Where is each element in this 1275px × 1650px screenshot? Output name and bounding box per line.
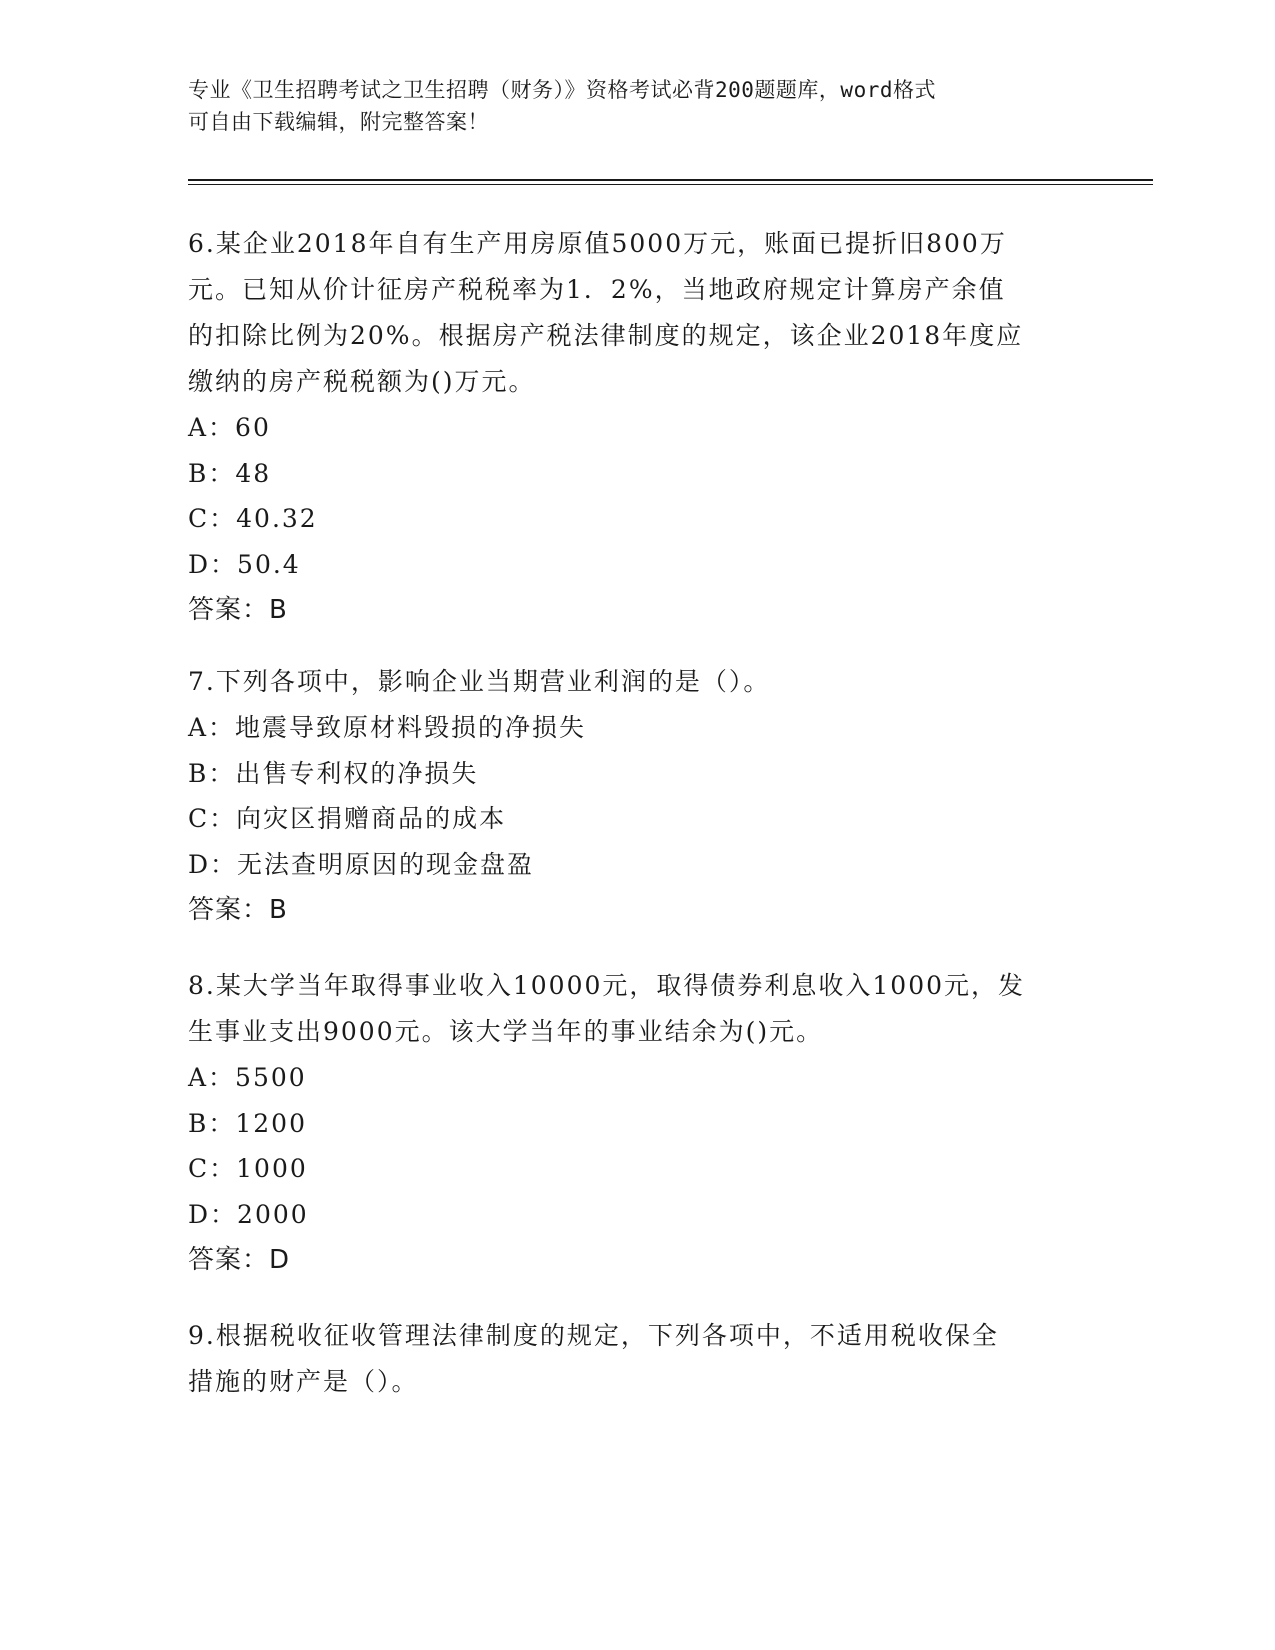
option-d: D：50.4 <box>188 549 301 579</box>
document-header <box>188 74 1088 138</box>
option-d: D：无法查明原因的现金盘盈 <box>188 849 535 879</box>
answer-line: 答案：D <box>188 1245 291 1275</box>
option-c: C：向灾区捐赠商品的成本 <box>188 804 507 833</box>
question-stem <box>188 221 1088 405</box>
answer-line: 答案：B <box>188 895 288 925</box>
question-stem <box>188 659 1088 705</box>
header-line-1: 专业《卫生招聘考试之卫生招聘（财务）》资格考试必背200题题库，word格式 <box>188 78 936 102</box>
question-9 <box>188 1313 1088 1405</box>
option-b: B：48 <box>188 458 272 488</box>
option-b: B：1200 <box>188 1108 307 1138</box>
stem-line: 的扣除比例为20%。根据房产税法律制度的规定，该企业2018年度应 <box>188 321 1024 350</box>
question-stem <box>188 963 1088 1055</box>
option-c: C：1000 <box>188 1154 308 1183</box>
header-divider-thin <box>188 184 1153 185</box>
option-d: D：2000 <box>188 1199 309 1229</box>
question-stem <box>188 1313 1088 1405</box>
header-line-2: 可自由下载编辑，附完整答案！ <box>188 110 489 134</box>
stem-line: 7.下列各项中，影响企业当期营业利润的是（）。 <box>188 667 771 696</box>
stem-line: 缴纳的房产税税额为()万元。 <box>188 367 536 396</box>
question-8 <box>188 963 1088 1283</box>
header-divider-thick <box>188 179 1153 181</box>
stem-line: 措施的财产是（）。 <box>188 1367 419 1396</box>
stem-line: 元。已知从价计征房产税税率为1．2%，当地政府规定计算房产余值 <box>188 275 1006 304</box>
option-b: B：出售专利权的净损失 <box>188 758 479 788</box>
stem-line: 6.某企业2018年自有生产用房原值5000万元，账面已提折旧800万 <box>188 229 1007 258</box>
question-6 <box>188 221 1088 633</box>
stem-line: 8.某大学当年取得事业收入10000元，取得债券利息收入1000元，发 <box>188 971 1026 1000</box>
option-a: A：5500 <box>188 1063 307 1092</box>
option-a: A：60 <box>188 413 271 442</box>
option-c: C：40.32 <box>188 504 318 533</box>
question-7 <box>188 659 1088 933</box>
option-a: A：地震导致原材料毁损的净损失 <box>188 713 587 742</box>
answer-line: 答案：B <box>188 595 288 625</box>
stem-line: 生事业支出9000元。该大学当年的事业结余为()元。 <box>188 1017 824 1046</box>
stem-line: 9.根据税收征收管理法律制度的规定，下列各项中，不适用税收保全 <box>188 1321 999 1350</box>
